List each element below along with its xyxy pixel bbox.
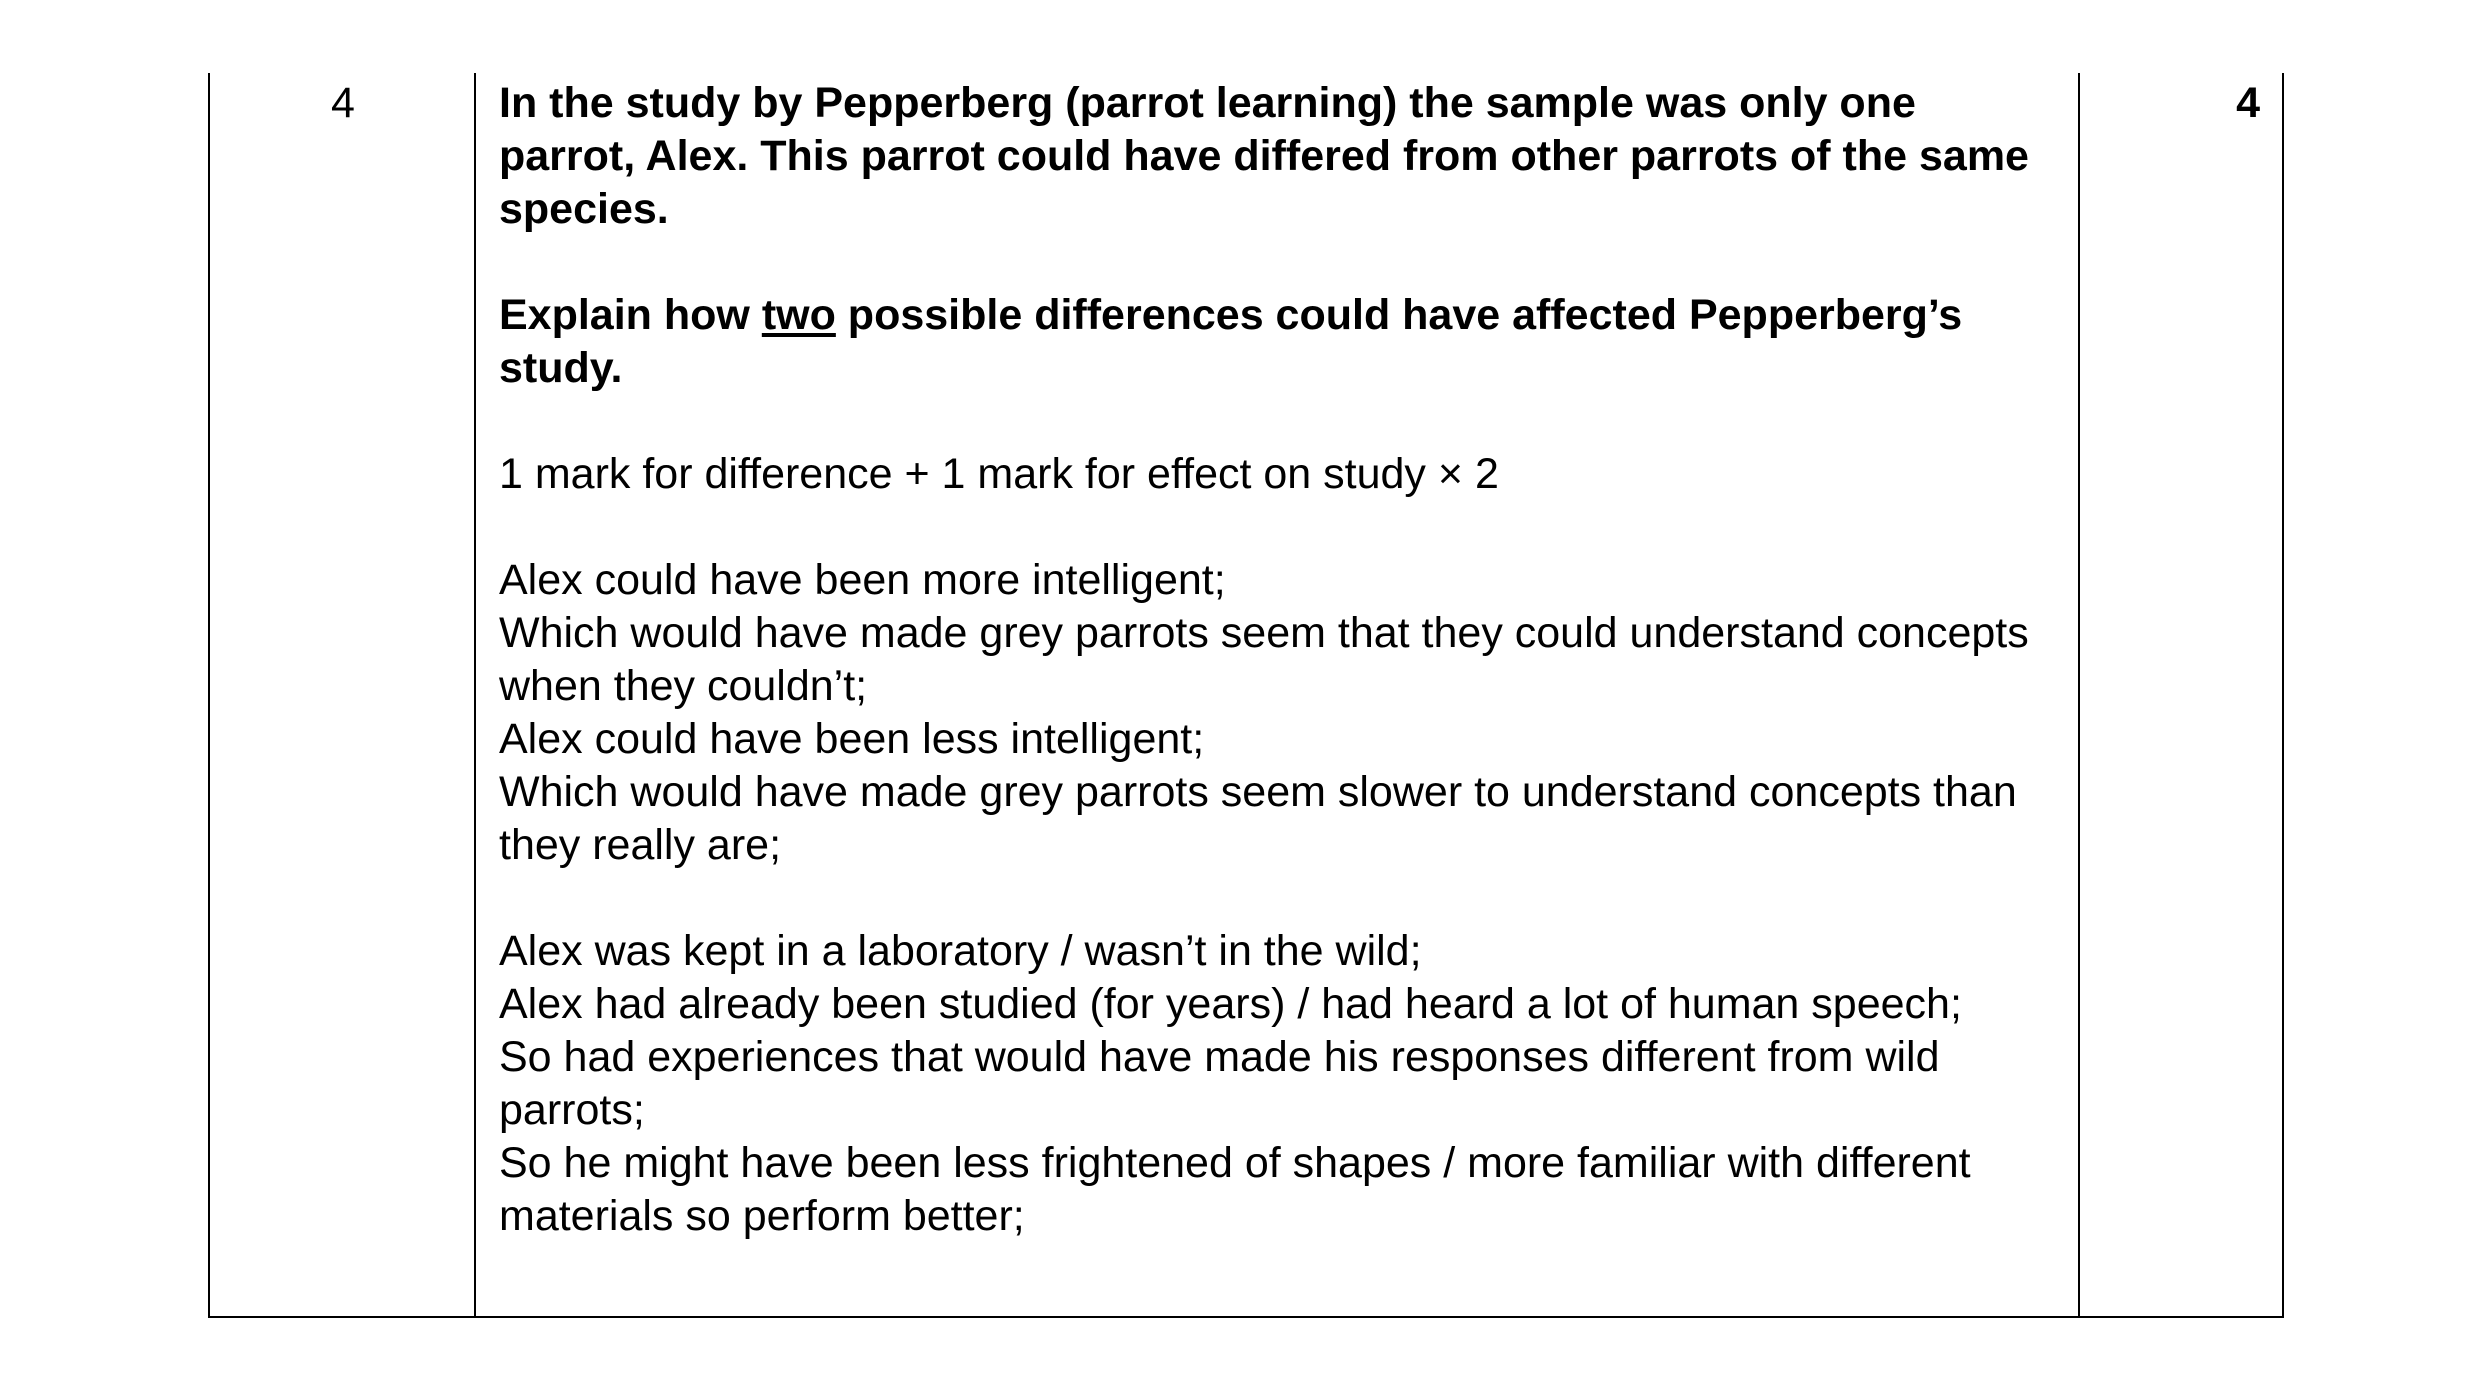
answer-line: So had experiences that would have made his responses different from wild parrots;: [499, 1033, 1940, 1134]
instruction-after: possible differences could have affected Pepperberg’s study.: [499, 291, 1963, 392]
instruction-before: Explain how: [499, 291, 762, 339]
answer-line: Which would have made grey parrots seem slower to understand concepts than they really are;: [499, 768, 2017, 869]
question-text: In the study by Pepperberg (parrot learning) the sample was only one parrot, Alex. This parrot could have differed from other parrots of the same species.: [499, 79, 2029, 233]
answer-cell: [476, 73, 2080, 1316]
marks-value: 4: [2236, 79, 2260, 127]
answer-line: Alex could have been more intelligent;: [499, 556, 1226, 604]
answer-line: Alex had already been studied (for years) / had heard a lot of human speech;: [499, 980, 1962, 1028]
question-number: 4: [331, 79, 355, 127]
answer-content: [499, 77, 2059, 1243]
question-number-cell: [210, 73, 476, 1316]
answer-line: So he might have been less frightened of shapes / more familiar with different materials so perform better;: [499, 1139, 1971, 1240]
answer-line: Which would have made grey parrots seem that they could understand concepts when they couldn’t;: [499, 609, 2029, 710]
mark-scheme-table: [208, 73, 2284, 1318]
instruction-emphasis: two: [761, 291, 836, 339]
answer-line: Alex could have been less intelligent;: [499, 715, 1205, 763]
mark-scheme-note: 1 mark for difference + 1 mark for effect on study × 2: [499, 450, 1499, 498]
answer-line: Alex was kept in a laboratory / wasn’t in the wild;: [499, 927, 1422, 975]
question-instruction: [499, 289, 2059, 395]
marks-cell: [2080, 73, 2282, 1316]
